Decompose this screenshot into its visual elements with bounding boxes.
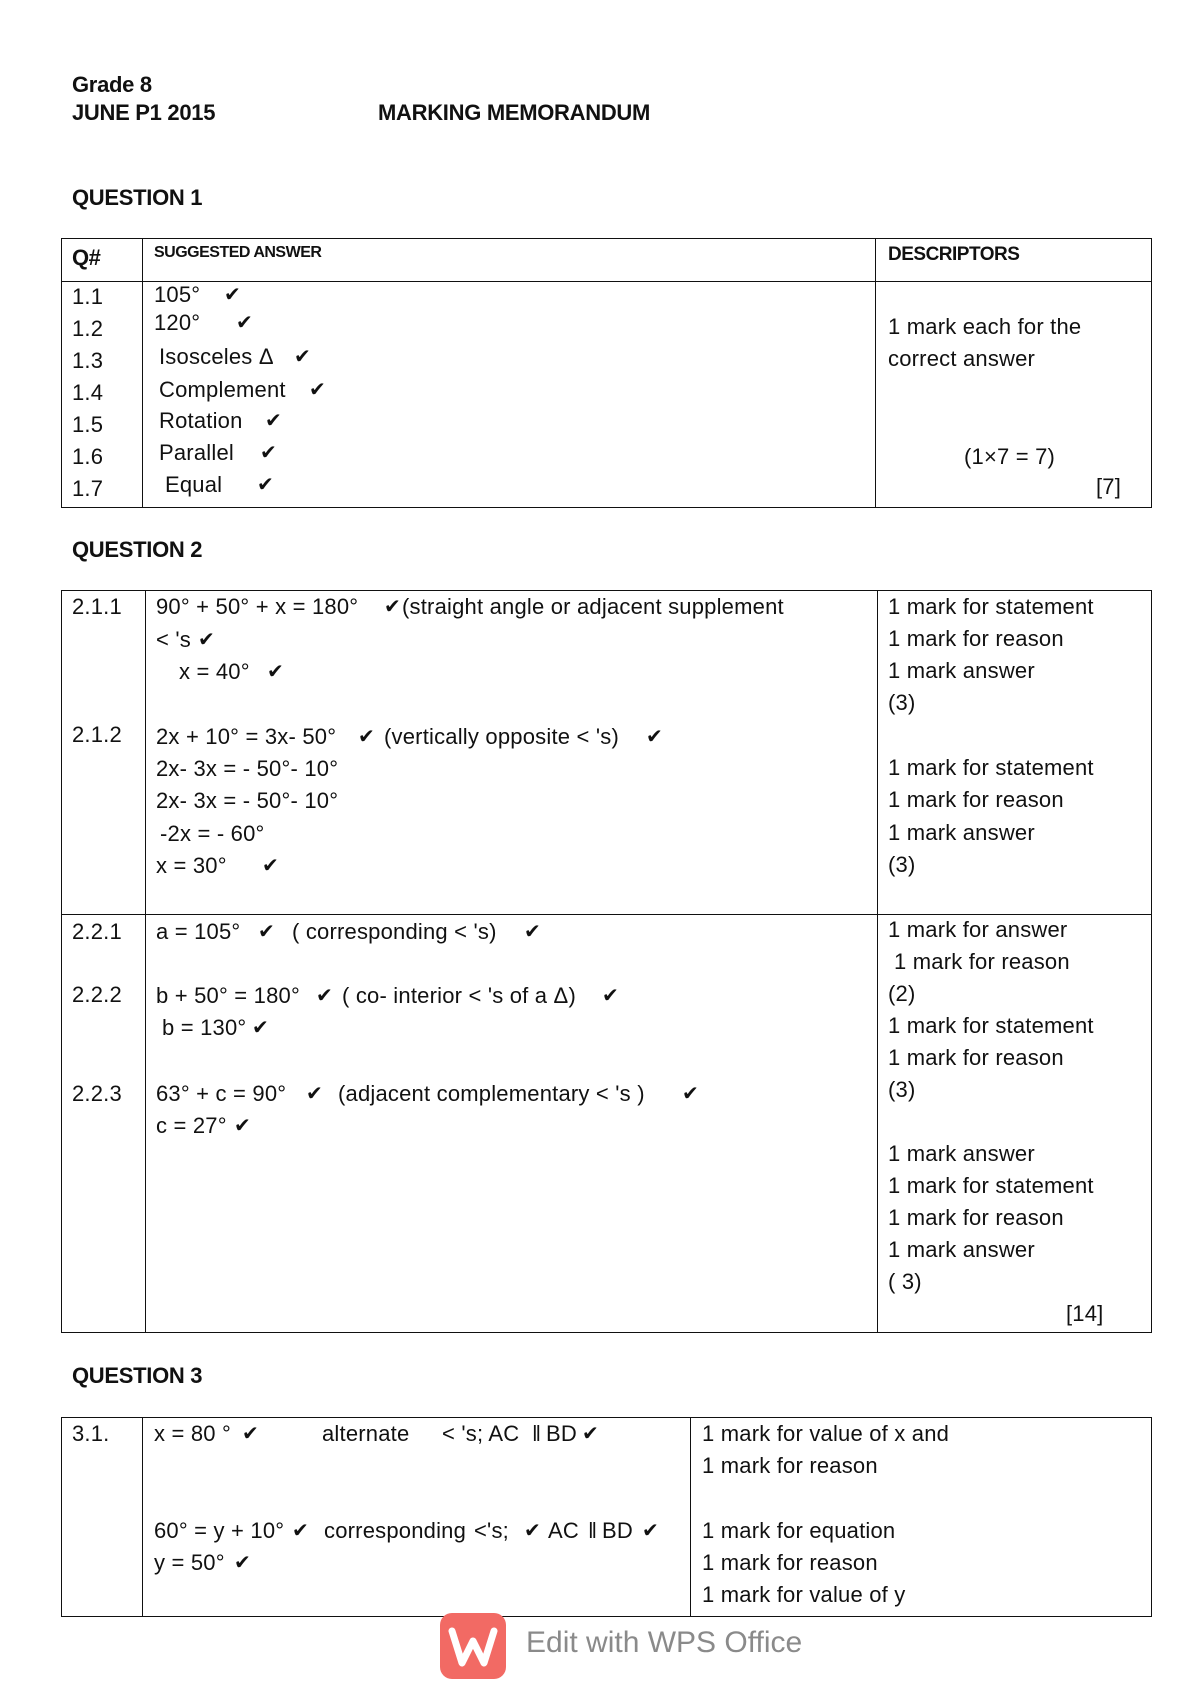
tick-icon: ✔ [602,985,619,1007]
question-number: 1.6 [72,444,104,469]
edit-with-wps-link[interactable]: Edit with WPS Office [526,1626,803,1659]
answer-text: x = 30° [156,853,227,878]
descriptor-text: 1 mark for value of y [702,1582,906,1607]
tick-icon: ✔ [642,1520,659,1542]
question-number: 1.2 [72,316,104,341]
tick-icon: ✔ [294,346,311,368]
tick-icon: ✔ [316,985,333,1007]
reason-text: ( corresponding < 's) [292,919,497,944]
answer-text: Parallel [159,440,234,465]
reason-text: BD [602,1518,633,1543]
tick-icon: ✔ [384,596,401,618]
answer-text: 120° [154,310,201,335]
marks-subtotal: (2) [888,981,916,1006]
reason-text: corresponding [324,1518,467,1543]
answer-text: Rotation [159,408,243,433]
tick-icon: ✔ [236,312,253,334]
reason-text: (straight angle or adjacent supplement [402,594,784,619]
answer-text: x = 40° [179,659,250,684]
tick-icon: ✔ [260,442,277,464]
tick-icon: ✔ [267,661,284,683]
answer-text: 63° + c = 90° [156,1081,287,1106]
answer-text: b + 50° = 180° [156,983,300,1008]
descriptor-text: 1 mark for reason [888,626,1064,651]
reason-text: <'s; [474,1518,509,1543]
marks-subtotal: (3) [888,1077,916,1102]
question-number: 2.1.2 [72,722,122,747]
reason-text: (adjacent complementary < 's ) [338,1081,645,1106]
question-number: 1.3 [72,348,104,373]
descriptor-text: 1 mark answer [888,658,1035,683]
tick-icon: ✔ [262,855,279,877]
descriptor-text: 1 mark for reason [888,787,1064,812]
tick-icon: ✔ [524,921,541,943]
question-number: 1.1 [72,284,104,309]
descriptor-text: 1 mark answer [888,1141,1035,1166]
tick-icon: ✔ [198,629,215,651]
reason-text: < 's [156,627,191,652]
tick-icon: ✔ [258,921,275,943]
answer-text: Complement [159,377,286,402]
tick-icon: ✔ [682,1083,699,1105]
answer-text: Equal [165,472,223,497]
descriptor-text: 1 mark for reason [888,1045,1064,1070]
descriptor-text: 1 mark for statement [888,1013,1094,1038]
parallel-icon: ‖ [532,1421,542,1446]
question-number: 1.7 [72,476,104,501]
descriptor-text: 1 mark answer [888,820,1035,845]
tick-icon: ✔ [582,1423,599,1445]
wps-logo-icon[interactable] [440,1613,506,1679]
descriptor-text: 1 mark for equation [702,1518,896,1543]
grade-label: Grade 8 [72,72,152,97]
answer-text: a = 105° [156,919,241,944]
question-1-table [61,238,1152,508]
answer-text: -2x = - 60° [160,821,265,846]
marks-subtotal: ( 3) [888,1269,922,1294]
column-header-q: Q# [72,245,101,270]
question-number: 3.1. [72,1421,110,1446]
reason-text: < 's; AC [442,1421,520,1446]
answer-text: 90° + 50° + x = 180° [156,594,359,619]
answer-text: 2x + 10° = 3x- 50° [156,724,337,749]
reason-text: BD [546,1421,577,1446]
total-marks: [7] [1096,474,1122,499]
question-number: 2.2.1 [72,919,122,944]
tick-icon: ✔ [309,379,326,401]
question-2-table [61,590,1152,1333]
answer-text: Isosceles Δ [159,344,274,369]
tick-icon: ✔ [257,474,274,496]
descriptor-text: 1 mark for statement [888,594,1094,619]
question-number: 2.1.1 [72,594,122,619]
question-3-title: QUESTION 3 [72,1363,203,1388]
descriptor-text: 1 mark for reason [702,1550,878,1575]
answer-text: 2x- 3x = - 50°- 10° [156,756,339,781]
descriptor-text: 1 mark for statement [888,755,1094,780]
reason-text: (vertically opposite < 's) [384,724,619,749]
tick-icon: ✔ [252,1017,269,1039]
tick-icon: ✔ [224,284,241,306]
descriptor-text: 1 mark for statement [888,1173,1094,1198]
answer-text: x = 80 ° [154,1421,232,1446]
subtotal-marks: (1×7 = 7) [964,444,1056,469]
tick-icon: ✔ [524,1520,541,1542]
question-number: 1.5 [72,412,104,437]
descriptor-text: correct answer [888,346,1036,371]
descriptor-text: 1 mark for reason [888,1205,1064,1230]
descriptor-text: 1 mark for reason [894,949,1070,974]
reason-text: ( co- interior < 's of a Δ) [342,983,576,1008]
question-number: 2.2.3 [72,1081,122,1106]
tick-icon: ✔ [265,410,282,432]
marks-subtotal: (3) [888,852,916,877]
descriptor-text: 1 mark answer [888,1237,1035,1262]
tick-icon: ✔ [358,726,375,748]
paper-label: JUNE P1 2015 [72,100,216,125]
reason-text: AC [548,1518,579,1543]
page-title: MARKING MEMORANDUM [378,100,651,125]
tick-icon: ✔ [292,1520,309,1542]
answer-text: 2x- 3x = - 50°- 10° [156,788,339,813]
column-header-answer: SUGGESTED ANSWER [154,244,322,261]
question-2-title: QUESTION 2 [72,537,203,562]
descriptor-text: 1 mark for value of x and [702,1421,950,1446]
parallel-icon: ‖ [588,1518,598,1543]
tick-icon: ✔ [234,1552,251,1574]
question-number: 2.2.2 [72,982,122,1007]
question-1-title: QUESTION 1 [72,185,203,210]
descriptor-text: 1 mark for answer [888,917,1068,942]
answer-text: 105° [154,282,201,307]
reason-text: alternate [322,1421,410,1446]
answer-text: 60° = y + 10° [154,1518,285,1543]
question-number: 1.4 [72,380,104,405]
tick-icon: ✔ [306,1083,323,1105]
column-header-descriptors: DESCRIPTORS [888,244,1020,265]
answer-text: y = 50° [154,1550,225,1575]
descriptor-text: 1 mark each for the [888,314,1082,339]
marks-subtotal: (3) [888,690,916,715]
answer-text: c = 27° [156,1113,227,1138]
tick-icon: ✔ [242,1423,259,1445]
question-3-table [61,1417,1152,1617]
total-marks: [14] [1066,1301,1104,1326]
answer-text: b = 130° [162,1015,247,1040]
tick-icon: ✔ [234,1115,251,1137]
tick-icon: ✔ [646,726,663,748]
descriptor-text: 1 mark for reason [702,1453,878,1478]
